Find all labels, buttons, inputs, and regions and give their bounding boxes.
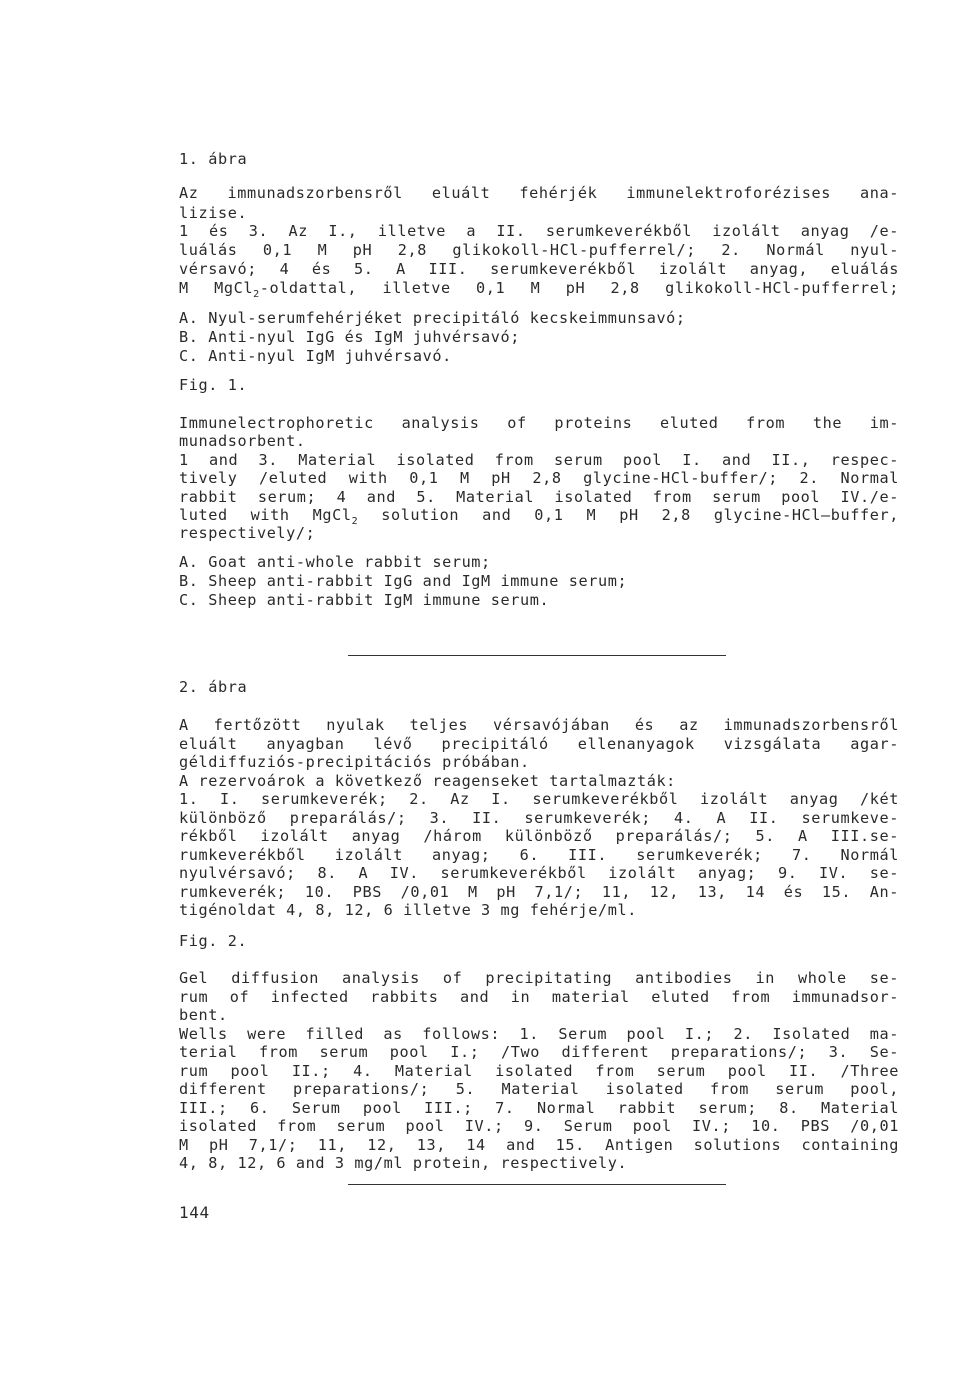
fig1-en-item-c: C. Sheep anti-rabbit IgM immune serum. [179,591,550,609]
fig1-en-line: 1 and 3. Material isolated from serum pool I. and II., respec- [179,451,899,469]
fig2-en-heading: Fig. 2. [179,932,248,950]
subscript-2: 2 [253,289,260,300]
fig2-en-line: bent. [179,1006,228,1024]
fig2-hu-line: A rezervoárok a következő reagenseket tartalmazták: [179,772,676,790]
fig1-hu-line: Az immunadszorbensről eluált fehérjék immunelektroforézises ana- [179,184,899,202]
fig2-hu-line: A fertőzött nyulak teljes vérsavójában és az immunadszorbensről [179,716,899,734]
fig2-en-line: III.; 6. Serum pool III.; 7. Normal rabbit serum; 8. Material [179,1099,899,1117]
fig2-en-line: Wells were filled as follows: 1. Serum pool I.; 2. Isolated ma- [179,1025,899,1043]
fig1-en-line: Immunelectrophoretic analysis of proteins eluted from the im- [179,414,899,432]
fig1-en-line: munadsorbent. [179,432,306,450]
fig2-en-line: 4, 8, 12, 6 and 3 mg/ml protein, respectively. [179,1154,628,1172]
fig2-en-line: M pH 7,1/; 11, 12, 13, 14 and 15. Antigen solutions containing [179,1136,899,1154]
fig1-hu-heading: 1. ábra [179,150,248,168]
fig1-en-line: tively /eluted with 0,1 M pH 2,8 glycine-HCl-buffer/; 2. Normal [179,469,899,487]
fig2-hu-line: tigénoldat 4, 8, 12, 6 illetve 3 mg fehérje/ml. [179,901,637,919]
fig2-hu-heading: 2. ábra [179,678,248,696]
fig1-hu-line: vérsavó; 4 és 5. A III. serumkeverékből izolált anyag, eluálás [179,260,899,278]
fig2-hu-line: géldiffuziós-precipitációs próbában. [179,753,530,771]
fig1-en-line: respectively/; [179,524,316,542]
fig2-hu-line: nyulvérsavó; 8. A IV. serumkeverékből izolált anyag; 9. IV. se- [179,864,899,882]
fig2-en-line: rum of infected rabbits and in material eluted from immunadsor- [179,988,899,1006]
section-divider [348,1184,726,1185]
fig2-en-line: different preparations/; 5. Material isolated from serum pool, [179,1080,899,1098]
fig2-en-line: terial from serum pool I.; /Two different preparations/; 3. Se- [179,1043,899,1061]
fig2-hu-line: eluált anyagban lévő precipitáló ellenanyagok vizsgálata agar- [179,735,899,753]
section-divider [348,655,726,656]
fig2-hu-line: 1. I. serumkeverék; 2. Az I. serumkeverékből izolált anyag /két [179,790,899,808]
fig1-en-item-b: B. Sheep anti-rabbit IgG and IgM immune serum; [179,572,628,590]
fig1-en-line: rabbit serum; 4 and 5. Material isolated from serum pool IV./e- [179,488,899,506]
fig2-en-line: rum pool II.; 4. Material isolated from serum pool II. /Three [179,1062,899,1080]
fig1-hu-item-b: B. Anti-nyul IgG és IgM juhvérsavó; [179,328,521,346]
fig2-hu-line: különböző preparálás/; 3. II. serumkeverék; 4. A II. serumkeve- [179,809,899,827]
subscript-2: 2 [351,516,359,527]
fig2-hu-line: rumkeverékből izolált anyag; 6. III. serumkeverék; 7. Normál [179,846,899,864]
fig2-en-line: isolated from serum pool IV.; 9. Serum pool IV.; 10. PBS /0,01 [179,1117,899,1135]
fig2-hu-line: rékből izolált anyag /három különböző preparálás/; 5. A III.se- [179,827,899,845]
fig1-hu-line: lizise. [179,204,248,222]
fig1-hu-line-part: M MgCl [179,279,254,297]
fig1-en-line-part: luted with MgCl [179,506,352,524]
fig2-hu-line: rumkeverék; 10. PBS /0,01 M pH 7,1/; 11, 12, 13, 14 és 15. An- [179,883,899,901]
fig2-en-line: Gel diffusion analysis of precipitating antibodies in whole se- [179,969,899,987]
fig1-en-heading: Fig. 1. [179,376,248,394]
fig1-hu-line-mgcl2 [179,279,899,300]
fig1-hu-line: luálás 0,1 M pH 2,8 glikokoll-HCl-pufferrel/; 2. Normál nyul- [179,241,899,259]
fig1-hu-item-c: C. Anti-nyul IgM juhvérsavó. [179,347,452,365]
fig1-hu-item-a: A. Nyul-serumfehérjéket precipitáló kecskeimmunsavó; [179,309,686,327]
page-number: 144 [179,1203,210,1222]
fig1-hu-line-part: -oldattal, illetve 0,1 M pH 2,8 glikokoll-HCl-pufferrel; [259,279,899,297]
fig1-en-line-part: solution and 0,1 M pH 2,8 glycine-HCl—buffer, [358,506,899,524]
fig1-hu-line: 1 és 3. Az I., illetve a II. serumkeverékből izolált anyag /e- [179,222,899,240]
fig1-en-item-a: A. Goat anti-whole rabbit serum; [179,553,491,571]
fig1-en-line-mgcl2 [179,506,899,527]
